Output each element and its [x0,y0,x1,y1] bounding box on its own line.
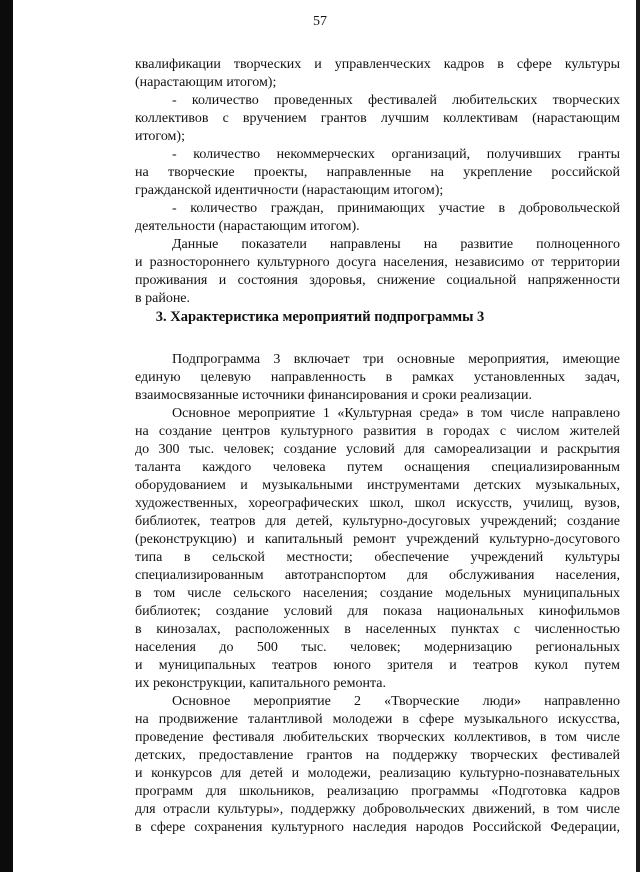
text-line: коллективов с вручением грантов лучшим коллективам (нарастающим [135,111,620,126]
text-line: единую целевую направленность в рамках установленных задач, [135,370,620,385]
text-line: библиотек, театров для детей, культурно-досуговых учреждений; создание [135,514,620,529]
text-line: их реконструкции, капитального ремонта. [135,676,386,691]
text-line: (нарастающим итогом); [135,75,277,90]
text-line: в районе. [135,291,191,306]
text-line: (реконструкцию) и капитальный ремонт учреждений культурно-досугового [135,532,620,547]
text-line: таланта каждого человека путем оснащения специализированным [135,460,620,475]
text-line: программ для школьников, реализацию программы «Подготовка кадров [135,784,620,799]
text-line: в том числе сельского населения; создание модельных муниципальных [135,586,620,601]
text-line: на продвижение талантливой молодежи в сфере музыкального искусства, [135,712,620,727]
text-line: Основное мероприятие 1 «Культурная среда» в том числе направлено [172,406,620,421]
text-line: гражданской идентичности (нарастающим итогом); [135,183,444,198]
text-line: - количество некоммерческих организаций, получивших гранты [172,147,620,162]
text-line: деятельности (нарастающим итогом). [135,219,360,234]
text-line: на творческие проекты, направленные на укрепление российской [135,165,620,180]
text-line: библиотек; создание условий для показа национальных кинофильмов [135,604,620,619]
text-line: специализированным автотранспортом для обслуживания населения, [135,568,620,583]
text-line: до 300 тыс. человек; создание условий для самореализации и раскрытия [135,442,620,457]
text-line: квалификации творческих и управленческих кадров в сфере культуры [135,57,620,72]
paragraphs-top [135,56,620,308]
section-heading: 3. Характеристика мероприятий подпрограммы 3 [155,309,485,325]
text-line: и муниципальных театров юного зрителя и театров кукол путем [135,658,620,673]
scan-edge-left [0,0,13,872]
text-line: в кинозалах, расположенных в населенных пунктах с численностью [135,622,620,637]
text-line: на создание центров культурного развития в городах с числом жителей [135,424,620,439]
text-line: взаимосвязанные источники финансирования и сроки реализации. [135,388,533,403]
text-line: проведение фестиваля любительских творческих коллективов, в том числе [135,730,620,745]
text-line: Подпрограмма 3 включает три основные мероприятия, имеющие [172,352,620,367]
text-line: проживания и состояния здоровья, снижение социальной напряженности [135,273,620,288]
text-line: - количество проведенных фестивалей любительских творческих [172,93,620,108]
text-line: и конкурсов для детей и молодежи, реализацию культурно-познавательных [135,766,620,781]
text-line: Основное мероприятие 2 «Творческие люди» направленно [172,694,620,709]
text-line: населения до 500 тыс. человек; модернизацию региональных [135,640,620,655]
text-line: художественных, хореографических школ, школ искусств, училищ, вузов, [135,496,620,511]
text-line: итогом); [135,129,185,144]
text-line: оборудованием и музыкальными инструментами детских музыкальных, [135,478,620,493]
text-line: для отрасли культуры», поддержку добровольческих движений, в том числе [135,802,620,817]
paragraphs-bottom [135,351,620,837]
text-line: типа в сельской местности; обеспечение учреждений культуры [135,550,620,565]
scan-edge-right [636,0,640,872]
text-line: детских, предоставление грантов на поддержку творческих фестивалей [135,748,620,763]
text-line: в сфере сохранения культурного наследия народов Российской Федерации, [135,820,620,835]
text-line: Данные показатели направлены на развитие полноценного [172,237,620,252]
text-line: - количество граждан, принимающих участие в добровольческой [172,201,620,216]
page-number: 57 [313,14,327,29]
text-line: и разностороннего культурного досуга населения, независимо от территории [135,255,620,270]
